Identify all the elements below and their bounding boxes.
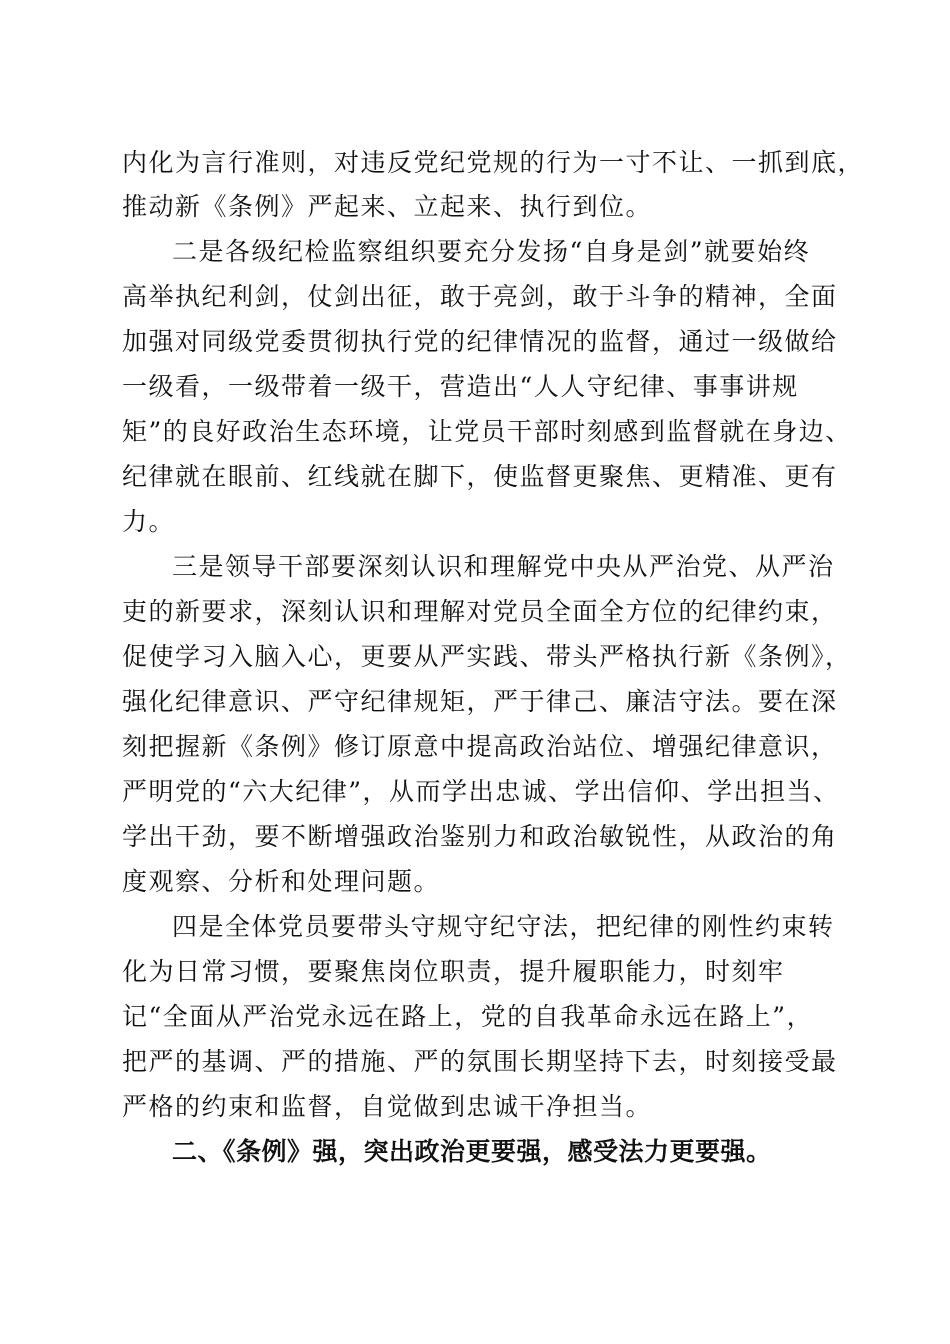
- paragraph-4-line-4: 把严的基调、严的措施、严的氛围长期坚持下去，时刻接受最: [122, 1047, 838, 1076]
- paragraph-4-line-3: 记“全面从严治党永远在路上，党的自我革命永远在路上”，: [122, 1002, 814, 1031]
- paragraph-3-line-5: 刻把握新《条例》修订原意中提高政治站位、增强纪律意识，: [122, 732, 838, 761]
- paragraph-2-line-4: 一级看，一级带着一级干，营造出“人人守纪律、事事讲规: [122, 372, 799, 401]
- paragraph-1-line-1: 内化为言行准则，对违反党纪党规的行为一寸不让、一抓到底，: [122, 148, 865, 177]
- paragraph-4-line-5: 严格的约束和监督，自觉做到忠诚干净担当。: [122, 1092, 653, 1121]
- paragraph-2-line-6: 纪律就在眼前、红线就在脚下，使监督更聚焦、更精准、更有: [122, 462, 838, 491]
- paragraph-3-line-6: 严明党的“六大纪律”，从而学出忠诚、学出信仰、学出担当、: [122, 777, 840, 806]
- paragraph-4-line-1: 四是全体党员要带头守规守纪守法，把纪律的刚性约束转: [172, 912, 835, 941]
- paragraph-2-line-5: 矩”的良好政治生态环境，让党员干部时刻感到监督就在身边、: [122, 417, 852, 446]
- paragraph-1-line-2: 推动新《条例》严起来、立起来、执行到位。: [122, 192, 653, 221]
- paragraph-3-line-1: 三是领导干部要深刻认识和理解党中央从严治党、从严治: [172, 552, 835, 581]
- paragraph-2-line-2: 高举执纪利剑，仗剑出征，敢于亮剑，敢于斗争的精神，全面: [122, 282, 838, 311]
- paragraph-3-line-3: 促使学习入脑入心，更要从严实践、带头严格执行新《条例》，: [122, 642, 852, 671]
- paragraph-3-line-7: 学出干劲，要不断增强政治鉴别力和政治敏锐性，从政治的角: [122, 822, 838, 851]
- paragraph-3-line-4: 强化纪律意识、严守纪律规矩，严于律己、廉洁守法。要在深: [122, 687, 838, 716]
- paragraph-2-line-1: 二是各级纪检监察组织要充分发扬“自身是剑”就要始终: [172, 237, 811, 266]
- paragraph-3-line-2: 吏的新要求，深刻认识和理解对党员全面全方位的纪律约束，: [122, 597, 838, 626]
- paragraph-4-line-2: 化为日常习惯，要聚焦岗位职责，提升履职能力，时刻牢: [122, 957, 785, 986]
- paragraph-2-line-3: 加强对同级党委贯彻执行党的纪律情况的监督，通过一级做给: [122, 327, 838, 356]
- section-heading: 二、《条例》强，突出政治更要强，感受法力更要强。: [172, 1137, 772, 1166]
- paragraph-2-line-7: 力。: [122, 507, 176, 536]
- paragraph-3-line-8: 度观察、分析和处理问题。: [122, 867, 441, 896]
